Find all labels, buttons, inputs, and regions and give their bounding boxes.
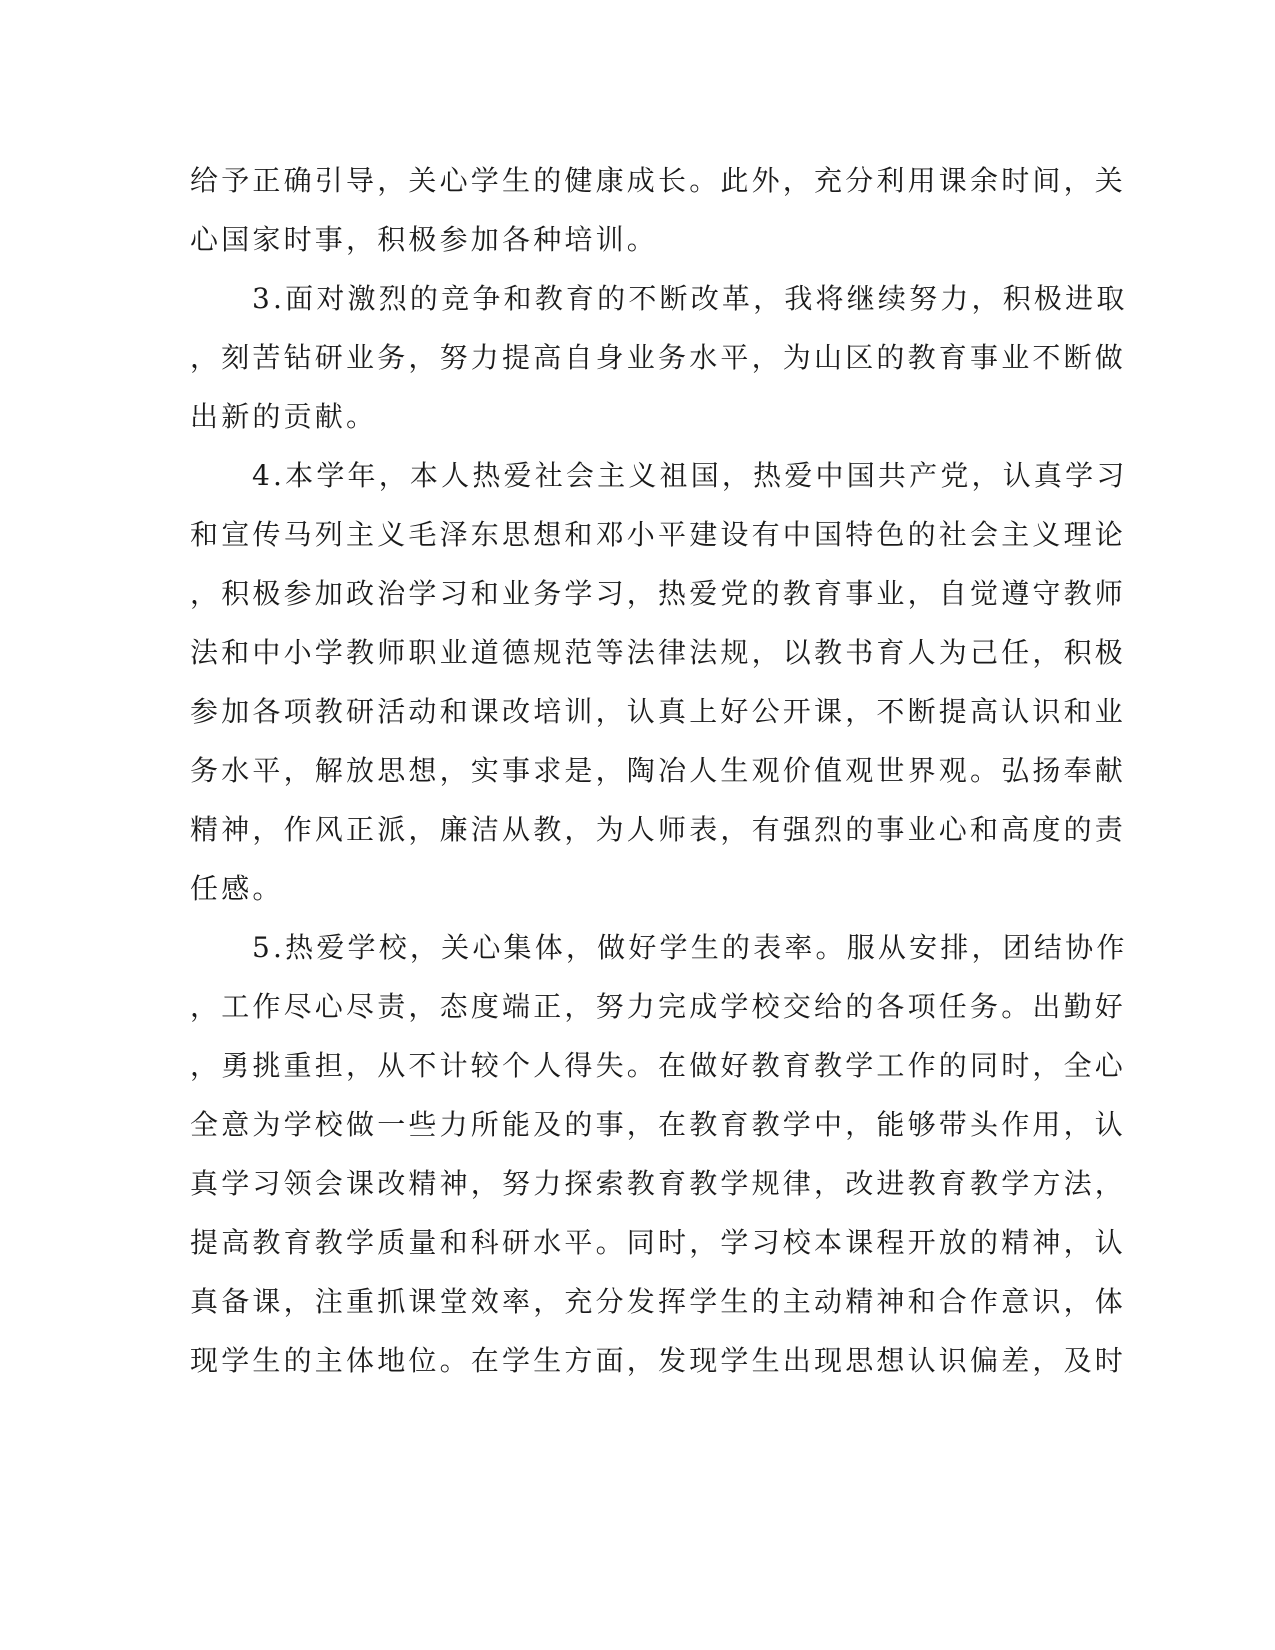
text-line: 真学习领会课改精神，努力探索教育教学规律，改进教育教学方法， — [190, 1167, 1127, 1200]
text-line: 务水平，解放思想，实事求是，陶冶人生观价值观世界观。弘扬奉献 — [190, 754, 1127, 787]
text-line: 给予正确引导，关心学生的健康成长。此外，充分利用课余时间，关 — [190, 164, 1127, 197]
text-line: ，勇挑重担，从不计较个人得失。在做好教育教学工作的同时，全心 — [190, 1049, 1127, 1082]
text-line: ，积极参加政治学习和业务学习，热爱党的教育事业，自觉遵守教师 — [190, 577, 1127, 610]
text-line: 心国家时事，积极参加各种培训。 — [190, 223, 659, 256]
text-line: 提高教育教学质量和科研水平。同时，学习校本课程开放的精神，认 — [190, 1226, 1127, 1259]
text-line: 任感。 — [190, 872, 284, 905]
text-line: 真备课，注重抓课堂效率，充分发挥学生的主动精神和合作意识，体 — [190, 1285, 1127, 1318]
text-line: 4.本学年，本人热爱社会主义祖国，热爱中国共产党，认真学习 — [252, 459, 1128, 492]
text-line: 出新的贡献。 — [190, 400, 378, 433]
text-line: 全意为学校做一些力所能及的事，在教育教学中，能够带头作用，认 — [190, 1108, 1127, 1141]
text-line: ，刻苦钻研业务，努力提高自身业务水平，为山区的教育事业不断做 — [190, 341, 1127, 374]
text-line: 5.热爱学校，关心集体，做好学生的表率。服从安排，团结协作 — [252, 931, 1128, 964]
text-line: 参加各项教研活动和课改培训，认真上好公开课，不断提高认识和业 — [190, 695, 1127, 728]
text-line: ，工作尽心尽责，态度端正，努力完成学校交给的各项任务。出勤好 — [190, 990, 1127, 1023]
text-line: 精神，作风正派，廉洁从教，为人师表，有强烈的事业心和高度的责 — [190, 813, 1127, 846]
text-line: 法和中小学教师职业道德规范等法律法规，以教书育人为己任，积极 — [190, 636, 1127, 669]
text-line: 和宣传马列主义毛泽东思想和邓小平建设有中国特色的社会主义理论 — [190, 518, 1127, 551]
text-line: 现学生的主体地位。在学生方面，发现学生出现思想认识偏差，及时 — [190, 1344, 1127, 1377]
text-line: 3.面对激烈的竞争和教育的不断改革，我将继续努力，积极进取 — [252, 282, 1128, 315]
